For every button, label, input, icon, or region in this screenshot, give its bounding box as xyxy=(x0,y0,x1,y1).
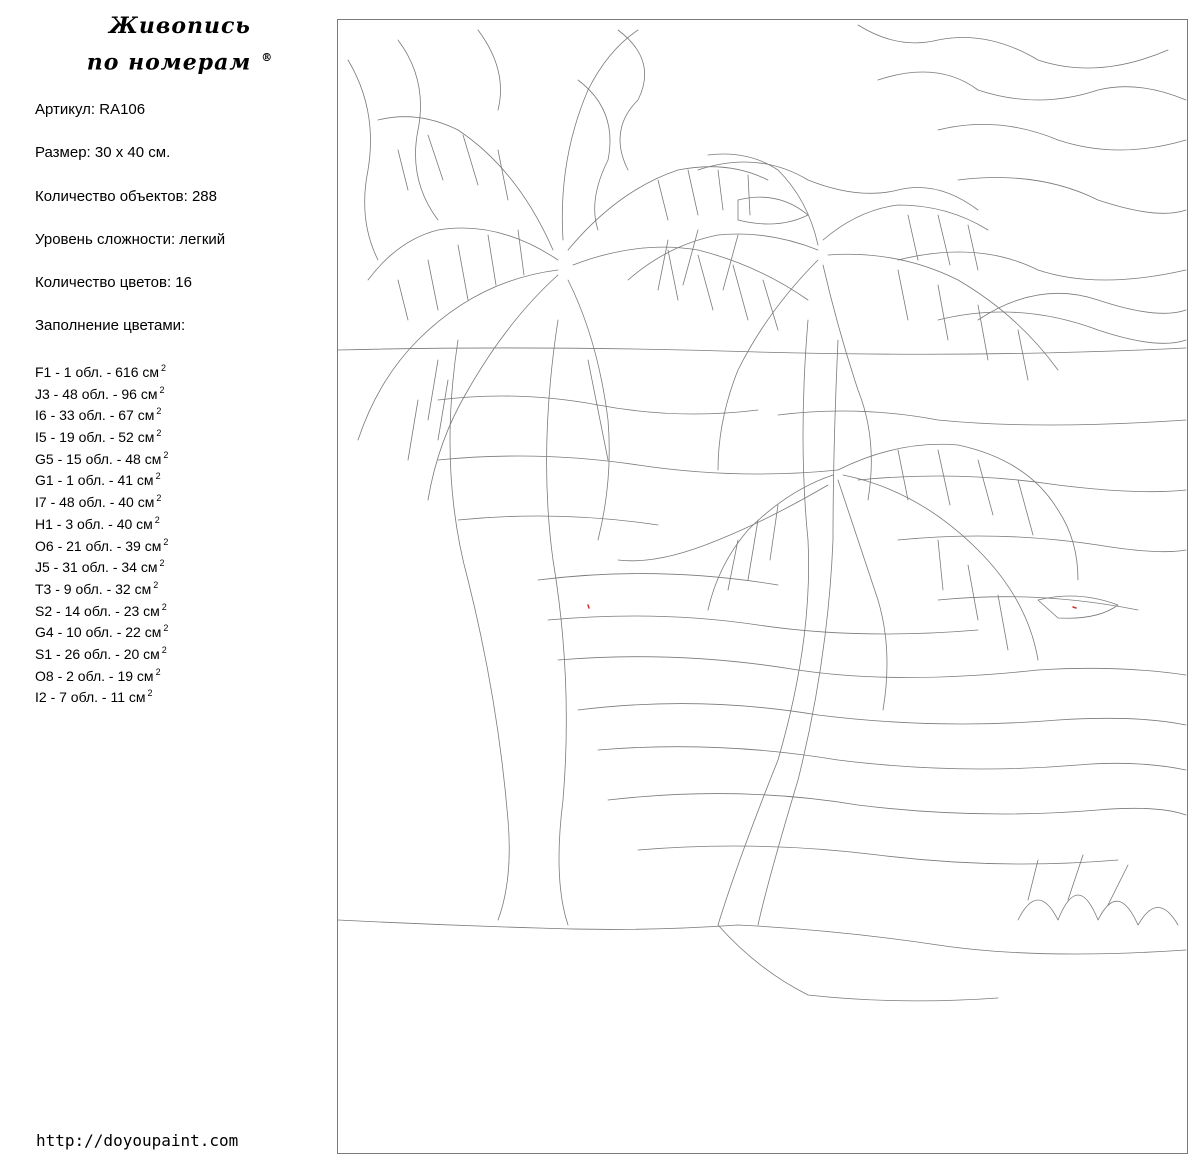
color-fill-text: S1 - 26 обл. - 20 см xyxy=(35,645,160,662)
color-fill-text: I2 - 7 обл. - 11 см xyxy=(35,689,146,706)
color-fill-text: J5 - 31 обл. - 34 см xyxy=(35,559,158,576)
fill-heading: Заполнение цветами: xyxy=(35,317,186,335)
color-fill-text: J3 - 48 обл. - 96 см xyxy=(35,385,158,402)
color-fill-item xyxy=(35,575,168,597)
color-fill-sup: 2 xyxy=(159,384,165,395)
color-fill-sup: 2 xyxy=(161,601,167,612)
color-fill-item xyxy=(35,662,168,684)
color-fill-item xyxy=(35,618,168,640)
color-fill-item xyxy=(35,683,168,705)
brand-line-2-text: по номерам xyxy=(86,49,252,76)
brand-title xyxy=(60,10,300,78)
color-fill-sup: 2 xyxy=(163,449,169,460)
color-fill-item xyxy=(35,597,168,619)
color-fill-sup: 2 xyxy=(155,666,161,677)
color-fill-item xyxy=(35,532,168,554)
color-fill-item xyxy=(35,488,168,510)
difficulty-level: Уровень сложности: легкий xyxy=(35,230,226,248)
color-fill-sup: 2 xyxy=(163,536,169,547)
brand-line-1: Живопись xyxy=(109,13,251,39)
website-url: http://doyoupaint.com xyxy=(36,1131,239,1150)
objects-count: Количество объектов: 288 xyxy=(35,187,217,205)
color-fill-sup: 2 xyxy=(156,428,162,439)
color-fill-text: H1 - 3 обл. - 40 см xyxy=(35,515,153,532)
color-fill-text: I5 - 19 обл. - 52 см xyxy=(35,429,155,446)
color-fill-item xyxy=(35,358,168,380)
color-fill-sup: 2 xyxy=(154,514,160,525)
color-fill-item xyxy=(35,380,168,402)
color-fill-text: I7 - 48 обл. - 40 см xyxy=(35,494,155,511)
color-fill-item xyxy=(35,445,168,467)
color-fill-sup: 2 xyxy=(147,688,153,699)
color-fill-sup: 2 xyxy=(156,493,162,504)
color-fill-text: S2 - 14 обл. - 23 см xyxy=(35,602,160,619)
color-fill-item xyxy=(35,423,168,445)
color-fill-item xyxy=(35,553,168,575)
color-fill-text: O6 - 21 обл. - 39 см xyxy=(35,537,162,554)
registered-mark-icon: ® xyxy=(261,51,274,64)
color-fill-text: I6 - 33 обл. - 67 см xyxy=(35,407,155,424)
color-fill-sup: 2 xyxy=(161,363,167,373)
colors-count: Количество цветов: 16 xyxy=(35,274,192,292)
color-fill-item xyxy=(35,401,168,423)
color-fill-item xyxy=(35,466,168,488)
palm-seascape-outline-image xyxy=(338,20,1187,1153)
article-number: Артикул: RA106 xyxy=(35,101,146,118)
color-fill-item xyxy=(35,640,168,662)
color-fill-text: G1 - 1 обл. - 41 см xyxy=(35,472,154,489)
color-fill-sup: 2 xyxy=(161,644,167,655)
color-fill-sup: 2 xyxy=(159,558,165,569)
coloring-canvas xyxy=(337,19,1188,1154)
brand-line-2 xyxy=(60,42,300,78)
color-fill-text: O8 - 2 обл. - 19 см xyxy=(35,667,154,684)
color-fill-sup: 2 xyxy=(156,406,162,417)
color-fill-list xyxy=(35,358,168,705)
color-fill-sup: 2 xyxy=(163,623,169,634)
color-fill-sup: 2 xyxy=(153,579,159,590)
canvas-size: Размер: 30 х 40 см. xyxy=(35,144,171,162)
color-fill-sup: 2 xyxy=(155,471,161,482)
color-fill-text: G4 - 10 обл. - 22 см xyxy=(35,624,162,641)
color-fill-text: G5 - 15 обл. - 48 см xyxy=(35,450,162,467)
color-fill-item xyxy=(35,510,168,532)
color-fill-text: T3 - 9 обл. - 32 см xyxy=(35,580,152,597)
color-fill-text: F1 - 1 обл. - 616 см xyxy=(35,364,160,380)
product-info xyxy=(35,99,225,359)
